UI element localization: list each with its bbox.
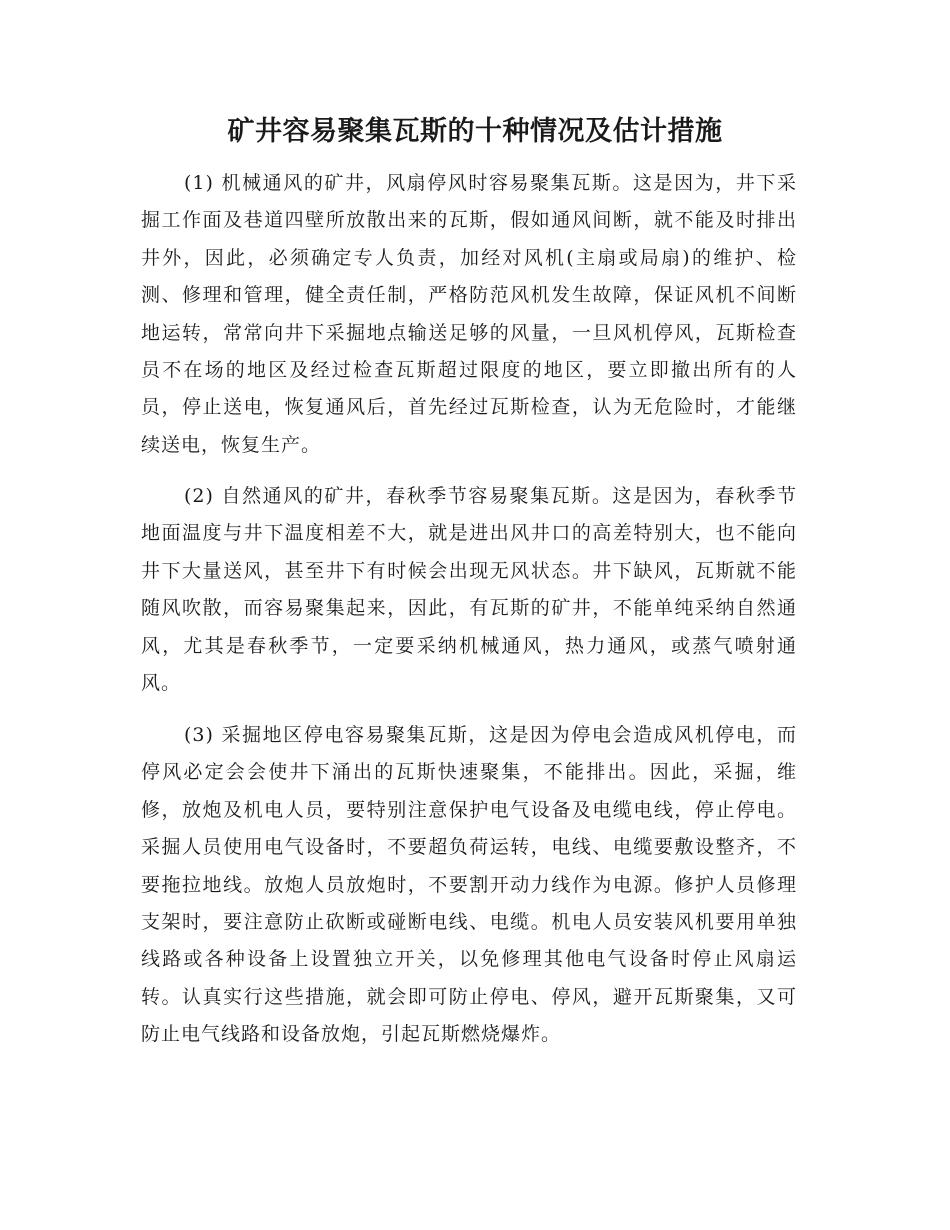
document-title: 矿井容易聚集瓦斯的十种情况及估计措施 [227, 116, 723, 147]
paragraph-1: (1) 机械通风的矿井，风扇停风时容易聚集瓦斯。这是因为，井下采掘工作面及巷道四壁所放散出来的瓦斯，假如通风间断，就不能及时排出井外，因此，必须确定专人负责，加经对风机(主扇或局扇)的维护、检测、修理和管理，健全责任制，严格防范风机发生故障，保证风机不间断地运转，常常向井下采掘地点输送足够的风量，一旦风机停风，瓦斯检查员不在场的地区及经过检查瓦斯超过限度的地区，要立即撤出所有的人员，停止送电，恢复通风后，首先经过瓦斯检查，认为无危险时，才能继续送电，恢复生产。 [141, 172, 797, 456]
paragraph-2: (2) 自然通风的矿井，春秋季节容易聚集瓦斯。这是因为，春秋季节地面温度与井下温度相差不大，就是进出风井口的高差特别大，也不能向井下大量送风，甚至井下有时候会出现无风状态。井下缺风，瓦斯就不能随风吹散，而容易聚集起来，因此，有瓦斯的矿井，不能单纯采纳自然通风，尤其是春秋季节，一定要采纳机械通风，热力通风，或蒸气喷射通风。 [141, 485, 797, 695]
paragraph-3: (3) 采掘地区停电容易聚集瓦斯，这是因为停电会造成风机停电，而停风必定会会使井下涌出的瓦斯快速聚集，不能排出。因此，采掘，维修，放炮及机电人员，要特别注意保护电气设备及电缆电线，停止停电。采掘人员使用电气设备时，不要超负荷运转，电线、电缆要敷设整齐，不要拖拉地线。放炮人员放炮时，不要割开动力线作为电源。修护人员修理支架时，要注意防止砍断或碰断电线、电缆。机电人员安装风机要用单独线路或各种设备上设置独立开关，以免修理其他电气设备时停止风扇运转。认真实行这些措施，就会即可防止停电、停风，避开瓦斯聚集，又可防止电气线路和设备放炮，引起瓦斯燃烧爆炸。 [141, 724, 797, 1046]
